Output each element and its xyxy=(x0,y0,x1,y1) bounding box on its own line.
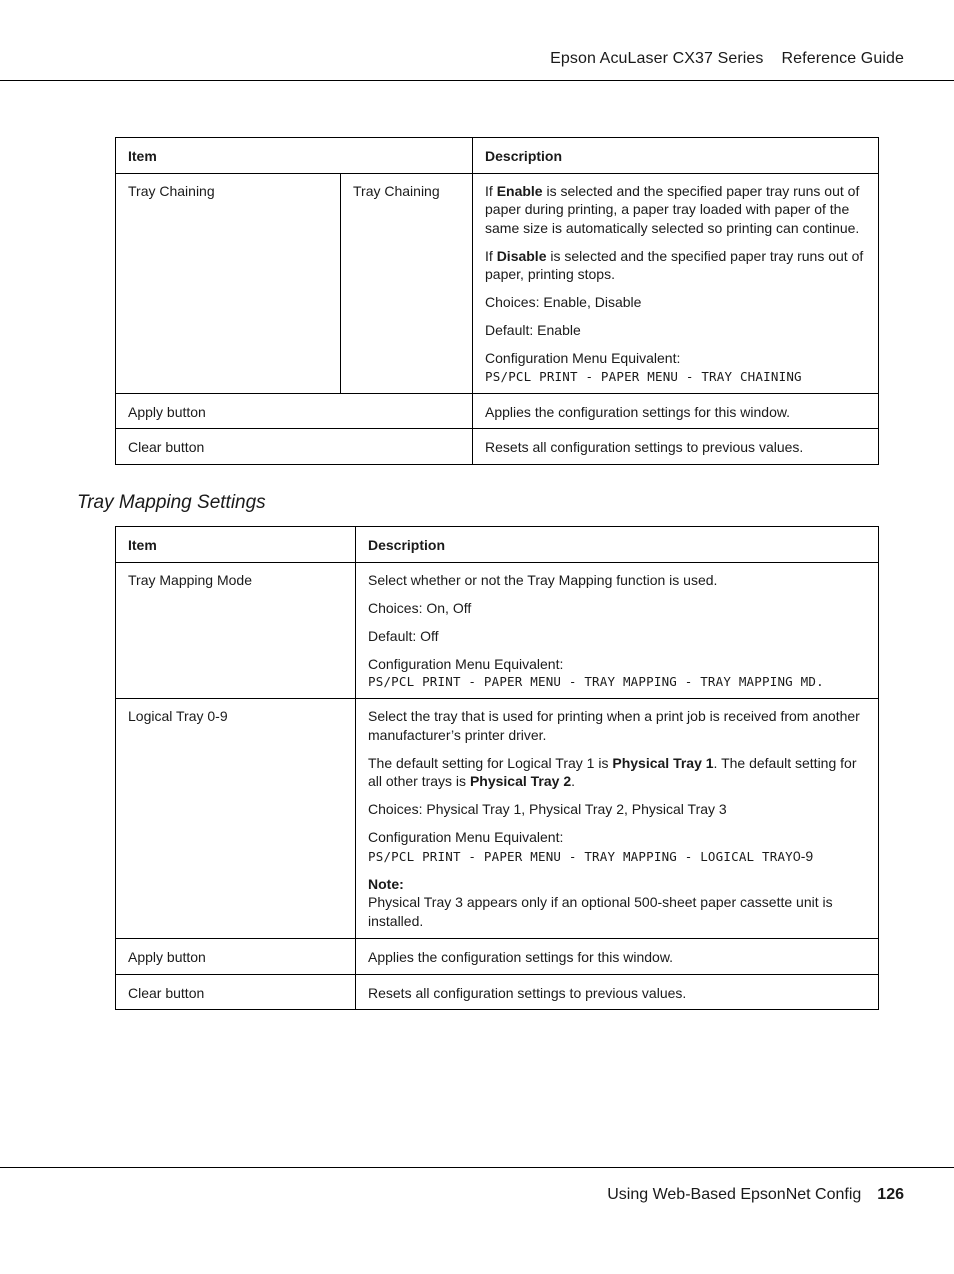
table-row xyxy=(116,393,879,429)
desc-note xyxy=(368,875,870,931)
desc-default: The default setting for Logical Tray 1 is Physical Tray 1. The default setting for all other trays is Physical Tray 2. xyxy=(368,754,857,789)
row-description: Applies the configuration settings for this window. xyxy=(356,939,879,975)
row-item: Tray Chaining xyxy=(116,173,341,393)
menu-path: PS/PCL PRINT - PAPER MENU - TRAY CHAINING xyxy=(485,368,802,384)
table-header-row xyxy=(116,138,879,174)
page-number: 126 xyxy=(877,1186,904,1203)
table-row xyxy=(116,429,879,465)
header-product: Epson AcuLaser CX37 Series xyxy=(550,50,764,67)
row-description xyxy=(356,699,879,939)
menu-path-line xyxy=(368,847,870,866)
tray-mapping-table xyxy=(115,526,879,1010)
row-item: Tray Mapping Mode xyxy=(116,562,356,699)
menu-label: Configuration Menu Equivalent: xyxy=(368,655,564,672)
row-item: Apply button xyxy=(116,939,356,975)
row-item: Clear button xyxy=(116,429,473,465)
menu-path: PS/PCL PRINT - PAPER MENU - TRAY MAPPING - LOGICAL TRAY xyxy=(368,848,793,864)
menu-path: PS/PCL PRINT - PAPER MENU - TRAY MAPPING - TRAY MAPPING MD. xyxy=(368,674,824,689)
header-description: Description xyxy=(473,138,879,174)
table-row xyxy=(116,974,879,1010)
row-description: Applies the configuration settings for this window. xyxy=(473,393,879,429)
row-item: Apply button xyxy=(116,393,473,429)
footer-chapter: Using Web-Based EpsonNet Config xyxy=(607,1186,862,1203)
desc-enable: If Enable is selected and the specified paper tray runs out of paper during printing, a paper tray loaded with paper of the same size is automatically selected so printing can continue. xyxy=(485,182,860,236)
page-header xyxy=(550,50,904,68)
row-description xyxy=(356,562,879,699)
desc-menu xyxy=(368,655,870,691)
menu-label: Configuration Menu Equivalent: xyxy=(485,350,681,366)
header-item: Item xyxy=(116,138,473,174)
desc-select: Select the tray that is used for printing when a print job is received from another manufacturer’s printer driver. xyxy=(368,708,860,743)
menu-label: Configuration Menu Equivalent: xyxy=(368,829,564,845)
header-rule xyxy=(0,80,954,81)
note-text: Physical Tray 3 appears only if an optional 500-sheet paper cassette unit is installed. xyxy=(368,894,833,929)
section-title: Tray Mapping Settings xyxy=(77,492,266,513)
page-footer xyxy=(607,1186,904,1204)
row-description xyxy=(473,173,879,393)
header-item: Item xyxy=(116,527,356,563)
table-row xyxy=(116,939,879,975)
desc-menu xyxy=(368,828,870,865)
table-row xyxy=(116,699,879,939)
table-header-row xyxy=(116,527,879,563)
menu-suffix: 0-9 xyxy=(792,847,814,864)
row-item: Clear button xyxy=(116,974,356,1010)
row-description: Resets all configuration settings to previous values. xyxy=(356,974,879,1010)
desc-menu xyxy=(485,349,870,385)
header-description: Description xyxy=(356,527,879,563)
tray-chaining-table xyxy=(115,137,879,465)
desc-choices: Choices: Enable, Disable xyxy=(485,294,642,310)
desc-choices: Choices: Physical Tray 1, Physical Tray 2, Physical Tray 3 xyxy=(368,801,727,817)
desc-choices: Choices: On, Off xyxy=(368,599,472,616)
desc-default: Default: Enable xyxy=(485,322,581,338)
table-row xyxy=(116,173,879,393)
desc-disable: If Disable is selected and the specified paper tray runs out of paper, printing stops. xyxy=(485,247,864,282)
row-description: Resets all configuration settings to previous values. xyxy=(473,429,879,465)
header-guide: Reference Guide xyxy=(781,50,904,67)
desc-default: Default: Off xyxy=(368,627,439,644)
row-item: Logical Tray 0-9 xyxy=(116,699,356,939)
note-label: Note: xyxy=(368,875,404,892)
desc-select: Select whether or not the Tray Mapping function is used. xyxy=(368,571,718,588)
table-row xyxy=(116,562,879,699)
footer-rule xyxy=(0,1167,954,1168)
row-sub-item: Tray Chaining xyxy=(341,173,473,393)
